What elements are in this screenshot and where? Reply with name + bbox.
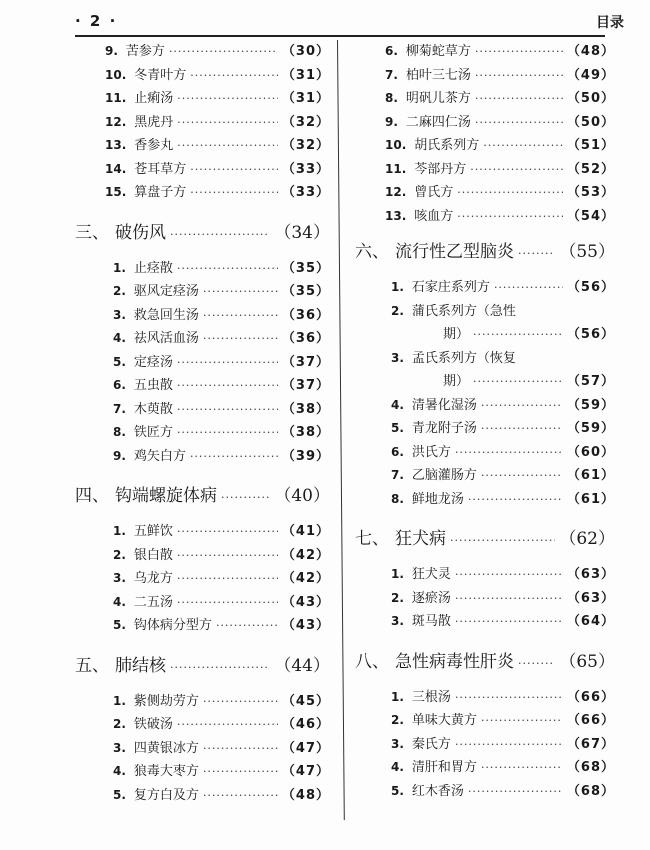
toc-entry[interactable] (391, 587, 615, 611)
entry-title: 斑马散 (411, 614, 451, 629)
entry-page: （31） (281, 91, 330, 106)
toc-entry[interactable] (391, 464, 615, 488)
entry-page: （56） (566, 327, 615, 342)
dot-leader (468, 780, 563, 804)
entry-index: 4. (391, 397, 404, 412)
entry-page: （48） (566, 44, 615, 59)
entry-index: 5. (391, 421, 404, 435)
dot-leader (455, 733, 563, 757)
entry-title: 定痉汤 (133, 354, 173, 370)
left-column (75, 40, 330, 807)
entry-title: 驱风定痉汤 (133, 284, 199, 299)
right-column (355, 40, 615, 803)
entry-page: （43） (281, 618, 330, 633)
dot-leader (457, 181, 563, 205)
entry-index: 3. (113, 740, 126, 755)
toc-entry[interactable] (105, 64, 330, 88)
section-page: （62） (559, 529, 615, 549)
dot-leader (177, 421, 278, 445)
entry-title: 鸡矢白方 (133, 448, 186, 464)
section-heading[interactable] (355, 238, 615, 266)
entry-title: 红木香汤 (411, 783, 464, 799)
entry-page: （64） (566, 614, 615, 629)
dot-leader (170, 221, 270, 249)
dot-leader (203, 760, 278, 784)
dot-leader (170, 654, 270, 682)
entry-page: （59） (566, 397, 615, 413)
entry-title: 救急回生汤 (133, 307, 199, 323)
entry-title: 苍耳草方 (134, 161, 187, 177)
toc-entry[interactable] (113, 520, 330, 544)
entry-title: 四黄银冰方 (133, 740, 199, 756)
section-heading[interactable] (75, 482, 330, 510)
entry-index: 1. (113, 524, 126, 538)
entry-index: 2. (391, 590, 404, 605)
entry-index: 7. (113, 401, 126, 416)
entry-index: 3. (113, 571, 126, 585)
entry-title: 五鲜饮 (133, 524, 173, 539)
entry-index: 3. (391, 350, 404, 365)
dot-leader (177, 87, 278, 111)
dot-leader (190, 158, 278, 182)
toc-entry[interactable] (391, 686, 615, 710)
entry-title: 止痉散 (133, 260, 173, 276)
dot-leader (457, 205, 563, 229)
entry-page: （67） (566, 736, 615, 752)
entry-title: 木萸散 (133, 401, 173, 417)
toc-entry[interactable] (105, 181, 330, 205)
entry-page: （31） (281, 67, 330, 83)
entry-page: （63） (566, 590, 615, 606)
dot-leader (475, 40, 563, 64)
toc-entry[interactable] (113, 737, 330, 761)
entry-index: 3. (391, 736, 404, 751)
entry-page: （61） (566, 491, 615, 507)
toc-entry[interactable] (113, 445, 330, 469)
section-title: 肺结核 (115, 655, 166, 676)
dot-leader (518, 650, 555, 678)
dot-leader (455, 441, 563, 465)
dot-leader (177, 257, 278, 281)
entry-index: 10. (385, 138, 407, 152)
entry-title: 石家庄系列方 (411, 280, 490, 295)
entry-title: 洪氏方 (411, 444, 451, 460)
toc-entry[interactable] (391, 347, 615, 394)
entry-page: （38） (281, 401, 330, 417)
entry-page: （53） (566, 185, 615, 200)
dot-leader (475, 87, 563, 111)
entry-title: 黑虎丹 (134, 114, 174, 130)
section-number: 八、 (355, 651, 389, 672)
section-title: 流行性乙型脑炎 (395, 242, 514, 262)
dot-leader (475, 64, 563, 88)
section-title: 急性病毒性肝炎 (395, 651, 514, 672)
entry-page: （66） (566, 689, 615, 705)
section-number: 四、 (75, 486, 109, 506)
entry-page: （61） (566, 468, 615, 483)
entry-page: （35） (281, 260, 330, 276)
entry-page: （63） (566, 567, 615, 582)
entry-page: （30） (281, 44, 330, 59)
entry-index: 6. (391, 444, 404, 459)
entry-index: 1. (391, 689, 404, 704)
section-heading[interactable] (75, 219, 330, 247)
dot-leader (481, 394, 563, 418)
section-title: 狂犬病 (395, 529, 446, 549)
entry-index: 2. (391, 303, 404, 318)
entry-title: 止痢汤 (134, 91, 174, 106)
toc-entry[interactable] (105, 40, 330, 64)
entry-index: 7. (391, 468, 404, 482)
entry-index: 8. (385, 91, 398, 105)
dot-leader (203, 737, 278, 761)
toc-entry[interactable] (391, 441, 615, 465)
entry-index: 13. (105, 138, 127, 152)
entry-page: （54） (566, 208, 615, 224)
entry-index: 4. (391, 760, 404, 774)
entry-page: （37） (281, 378, 330, 393)
entry-index: 14. (105, 161, 127, 176)
dot-leader (455, 587, 563, 611)
entry-title: 苦参方 (125, 44, 165, 59)
entry-title: 孟氏系列方（恢复 (411, 350, 516, 366)
entry-index: 11. (105, 91, 127, 105)
toc-entry[interactable] (391, 276, 615, 300)
toc-entry[interactable] (113, 614, 330, 638)
entry-index: 4. (113, 764, 126, 778)
entry-page: （50） (566, 91, 615, 106)
dot-leader (203, 690, 278, 714)
toc-entry[interactable] (113, 374, 330, 398)
toc-section-leptospirosis (75, 482, 330, 638)
entry-title: 鲜地龙汤 (411, 491, 464, 507)
toc-entry[interactable] (113, 690, 330, 714)
entry-title: 清肝和胃方 (411, 760, 477, 775)
entry-index: 9. (113, 448, 126, 463)
dot-leader (450, 527, 555, 555)
entry-index: 5. (391, 783, 404, 798)
toc-entry[interactable] (391, 780, 615, 804)
section-number: 三、 (75, 222, 109, 243)
entry-title: 复方白及方 (133, 787, 199, 803)
toc-entry[interactable] (113, 280, 330, 304)
toc-entry[interactable] (113, 713, 330, 737)
entry-index: 5. (113, 787, 126, 802)
section-heading[interactable] (355, 525, 615, 553)
entry-title: 明矾儿茶方 (405, 91, 471, 106)
entry-title: 二麻四仁汤 (405, 114, 471, 130)
entry-title: 二五汤 (133, 594, 173, 610)
column-divider (337, 40, 345, 820)
toc-entry[interactable] (385, 87, 615, 111)
entry-title: 青龙附子汤 (411, 421, 477, 436)
toc-entry[interactable] (391, 394, 615, 418)
toc-entry[interactable] (391, 417, 615, 441)
entry-index: 3. (391, 614, 404, 628)
toc-section-rabies (355, 525, 615, 634)
entry-title: 秦氏方 (411, 736, 451, 752)
toc-entry[interactable] (105, 111, 330, 135)
dot-leader (468, 488, 563, 512)
entry-index: 6. (385, 44, 398, 58)
toc-entry[interactable] (391, 733, 615, 757)
entry-page: （36） (281, 307, 330, 323)
entry-index: 15. (105, 185, 127, 199)
dot-leader (216, 614, 278, 638)
section-page: （40） (274, 486, 330, 506)
dot-leader (177, 544, 278, 568)
entry-title: 狂犬灵 (411, 567, 451, 582)
entry-page: （37） (281, 354, 330, 370)
entry-index: 4. (113, 331, 126, 345)
dot-leader (177, 520, 278, 544)
entry-page: （39） (281, 448, 330, 464)
dot-leader (481, 464, 563, 488)
entry-title: 蒲氏系列方（急性 (411, 303, 516, 319)
entry-title: 芩部丹方 (414, 161, 467, 177)
section-title: 破伤风 (115, 222, 166, 243)
entry-page: （60） (566, 444, 615, 460)
entry-title: 狼毒大枣方 (133, 764, 199, 779)
entry-page: （33） (281, 185, 330, 200)
toc-entry[interactable] (105, 158, 330, 182)
page-number: · 2 · (75, 12, 118, 30)
entry-index: 13. (385, 208, 407, 223)
dot-leader (483, 134, 563, 158)
section-number: 五、 (75, 655, 109, 676)
entry-page: （49） (566, 67, 615, 83)
toc-entry[interactable] (113, 591, 330, 615)
entry-title: 铁匠方 (133, 425, 173, 440)
toc-entry[interactable] (391, 756, 615, 780)
section-page: （44） (274, 655, 330, 676)
toc-section-tetanus (75, 219, 330, 469)
dot-leader (190, 445, 278, 469)
entry-title: 冬青叶方 (134, 67, 187, 83)
section-page: （55） (559, 242, 615, 262)
dot-leader (455, 563, 563, 587)
entry-title: 银白散 (133, 547, 173, 563)
entry-index: 5. (113, 618, 126, 632)
entry-index: 1. (391, 280, 404, 294)
dot-leader (470, 158, 563, 182)
toc-entry[interactable] (113, 351, 330, 375)
toc-entry[interactable] (391, 610, 615, 634)
entry-title-continued: 期） (443, 327, 470, 342)
header-rule (75, 35, 605, 37)
toc-entry[interactable] (391, 709, 615, 733)
toc-entry[interactable] (391, 300, 615, 347)
toc-entry[interactable] (105, 134, 330, 158)
entry-index: 9. (105, 44, 118, 58)
entry-index: 10. (105, 67, 127, 82)
toc-entry[interactable] (385, 111, 615, 135)
toc-entry[interactable] (391, 488, 615, 512)
entry-title: 香参丸 (134, 138, 174, 153)
dot-leader (473, 323, 563, 347)
entry-index: 11. (385, 161, 407, 176)
entry-title: 乌龙方 (133, 571, 173, 586)
running-title: 目录 (596, 15, 624, 31)
dot-leader (190, 181, 278, 205)
dot-leader (177, 591, 278, 615)
dot-leader (177, 111, 278, 135)
entry-title: 铁破汤 (133, 717, 173, 732)
dot-leader (494, 276, 563, 300)
entry-index: 12. (385, 185, 407, 199)
entry-page: （47） (281, 764, 330, 779)
section-number: 六、 (355, 242, 389, 262)
entry-page: （35） (281, 284, 330, 299)
entry-title-continued: 期） (443, 374, 470, 389)
entry-page: （48） (281, 787, 330, 803)
section-heading[interactable] (75, 652, 330, 680)
entry-index: 6. (113, 378, 126, 392)
entry-index: 1. (113, 693, 126, 708)
entry-page: （56） (566, 280, 615, 295)
entry-index: 2. (113, 717, 126, 731)
entry-title: 咳血方 (414, 208, 454, 224)
entry-index: 7. (385, 67, 398, 82)
entry-index: 1. (113, 260, 126, 275)
section-page: （34） (274, 222, 330, 243)
entry-index: 2. (113, 284, 126, 298)
entry-page: （66） (566, 713, 615, 728)
entry-index: 8. (113, 425, 126, 439)
entry-page: （46） (281, 717, 330, 732)
entry-page: （57） (566, 374, 615, 389)
entry-title: 祛风活血汤 (133, 331, 199, 346)
entry-title: 清暑化湿汤 (411, 397, 477, 413)
dot-leader (177, 713, 278, 737)
entry-page: （33） (281, 161, 330, 177)
entry-page: （41） (281, 524, 330, 539)
entry-page: （36） (281, 331, 330, 346)
entry-title: 柳菊蛇草方 (405, 44, 471, 59)
entry-index: 3. (113, 307, 126, 322)
toc-entry[interactable] (113, 257, 330, 281)
dot-leader (481, 756, 563, 780)
dot-leader (177, 374, 278, 398)
dot-leader (475, 111, 563, 135)
toc-entry[interactable] (385, 134, 615, 158)
dot-leader (177, 567, 278, 591)
dot-leader (481, 417, 563, 441)
toc-section-encephalitis-b (355, 238, 615, 511)
entry-index: 8. (391, 491, 404, 506)
entry-page: （68） (566, 783, 615, 799)
toc-entry[interactable] (113, 567, 330, 591)
entry-page: （59） (566, 421, 615, 436)
dot-leader (177, 351, 278, 375)
entry-index: 4. (113, 594, 126, 609)
toc-section-viral-hepatitis (355, 648, 615, 804)
entry-page: （47） (281, 740, 330, 756)
entry-title: 三根汤 (411, 689, 451, 705)
entry-page: （68） (566, 760, 615, 775)
dot-leader (473, 370, 563, 394)
toc-entry[interactable] (391, 563, 615, 587)
toc-entry[interactable] (113, 784, 330, 808)
entry-title: 乙脑灌肠方 (411, 468, 477, 483)
entry-page: （42） (281, 571, 330, 586)
dot-leader (518, 240, 555, 268)
section-page: （65） (559, 651, 615, 672)
dot-leader (203, 280, 278, 304)
dot-leader (203, 784, 278, 808)
toc-entry[interactable] (105, 87, 330, 111)
entry-index: 5. (113, 354, 126, 369)
toc-entry[interactable] (113, 544, 330, 568)
entry-page: （43） (281, 594, 330, 610)
entry-title: 胡氏系列方 (414, 138, 480, 153)
dot-leader (203, 327, 278, 351)
dot-leader (169, 40, 278, 64)
entry-page: （38） (281, 425, 330, 440)
entry-index: 2. (391, 713, 404, 727)
section-heading[interactable] (355, 648, 615, 676)
entry-index: 9. (385, 114, 398, 129)
toc-entry[interactable] (385, 64, 615, 88)
toc-entry[interactable] (385, 158, 615, 182)
dot-leader (455, 610, 563, 634)
toc-entry[interactable] (385, 205, 615, 229)
dot-leader (177, 398, 278, 422)
entry-title: 紫侧劫劳方 (133, 693, 199, 709)
entry-index: 12. (105, 114, 127, 129)
entry-title: 算盘子方 (134, 185, 187, 200)
section-title: 钩端螺旋体病 (115, 486, 217, 506)
entry-page: （45） (281, 693, 330, 709)
entry-page: （50） (566, 114, 615, 130)
entry-title: 逐瘀汤 (411, 590, 451, 606)
dot-leader (190, 64, 278, 88)
entry-page: （52） (566, 161, 615, 177)
entry-title: 单味大黄方 (411, 713, 477, 728)
section-number: 七、 (355, 529, 389, 549)
dot-leader (203, 304, 278, 328)
dot-leader (481, 709, 563, 733)
dot-leader (455, 686, 563, 710)
toc-entry[interactable] (385, 181, 615, 205)
toc-entry[interactable] (113, 327, 330, 351)
entry-page: （32） (281, 114, 330, 130)
toc-section-tuberculosis (75, 652, 330, 808)
entry-page: （51） (566, 138, 615, 153)
entry-page: （32） (281, 138, 330, 153)
toc-entry[interactable] (113, 398, 330, 422)
entry-title: 曾氏方 (414, 185, 454, 200)
toc-entry[interactable] (113, 421, 330, 445)
entry-index: 1. (391, 567, 404, 581)
entry-index: 2. (113, 547, 126, 562)
entry-page: （42） (281, 547, 330, 563)
entry-title: 柏叶三七汤 (405, 67, 471, 83)
toc-entry[interactable] (385, 40, 615, 64)
dot-leader (221, 484, 270, 512)
entry-title: 五虫散 (133, 378, 173, 393)
toc-entry[interactable] (113, 760, 330, 784)
entry-title: 钩体病分型方 (133, 618, 212, 633)
dot-leader (177, 134, 278, 158)
toc-entry[interactable] (113, 304, 330, 328)
